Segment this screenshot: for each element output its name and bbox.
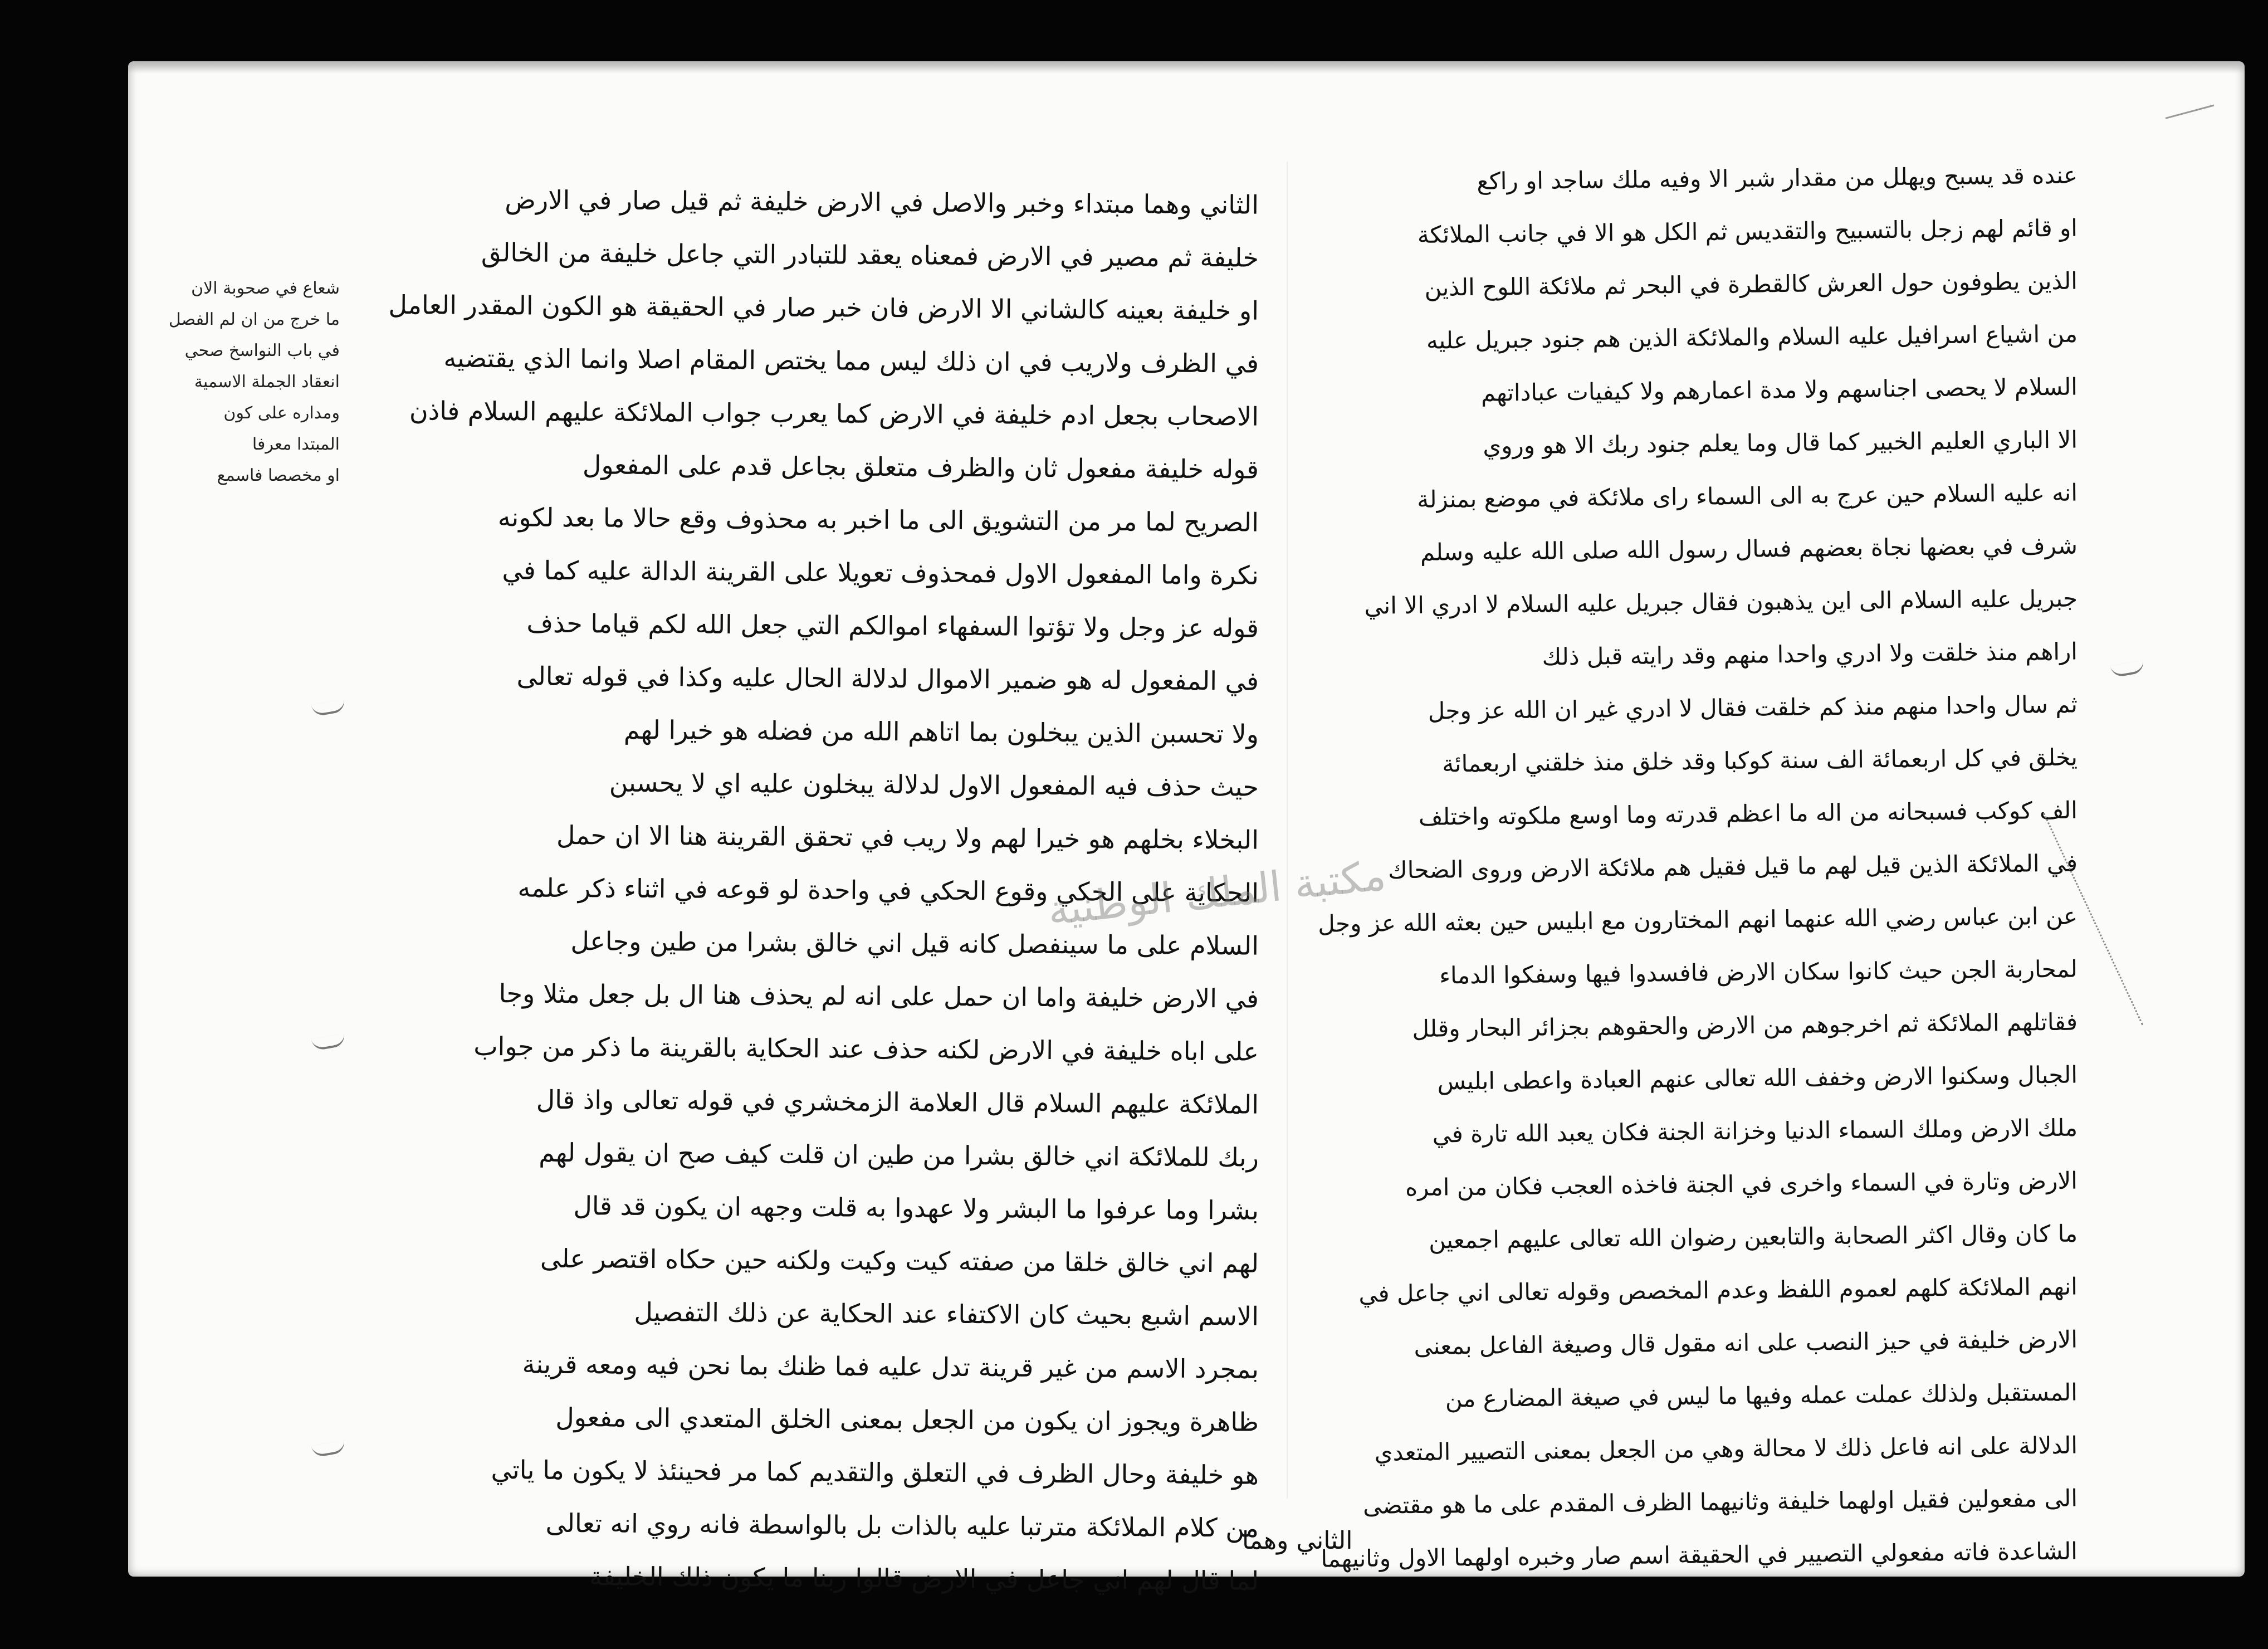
text-line: بمجرد الاسم من غير قرينة تدل عليه فما ظنك بما نحن فيه ومعه قرينة	[522, 1349, 1259, 1384]
text-line: من اشياع اسرافيل عليه السلام والملائكة الذين هم جنود جبريل عليه	[1426, 320, 2078, 354]
text-line: خليفة ثم مصير في الارض فمعناه يعقد للتبادر التي جاعل خليفة من الخالق	[481, 237, 1259, 273]
text-line: ثم سال واحدا منهم منذ كم خلقت فقال لا ادري غير ان الله عز وجل	[1428, 690, 2078, 725]
text-line: الاسم اشبع بحيث كان الاكتفاء عند الحكاية عن ذلك التفصيل	[634, 1296, 1259, 1331]
page-top-edge	[128, 61, 2245, 74]
margin-gloss-line: في باب النواسخ صحي	[184, 341, 340, 360]
margin-tick-mark	[311, 1440, 346, 1458]
text-line: الملائكة عليهم السلام قال العلامة الزمخشري في قوله تعالى واذ قال	[536, 1084, 1259, 1120]
text-line: انهم الملائكة كلهم لعموم اللفظ وعدم المخصص وقوله تعالى اني جاعل في	[1358, 1272, 2078, 1308]
text-line: السلام على ما سينفصل كانه قيل اني خالق بشرا من طين وجاعل	[570, 926, 1259, 961]
text-line: في الظرف ولاريب في ان ذلك ليس مما يختص المقام اصلا وانما الذي يقتضيه	[443, 343, 1259, 379]
library-watermark: مكتبة الملك الوطنية	[1045, 851, 1389, 935]
text-line: الف كوكب فسبحانه من اله ما اعظم قدرته وما اوسع ملكوته واختلف	[1418, 796, 2078, 831]
margin-tick-mark	[311, 1033, 346, 1051]
text-line: شرف في بعضها نجاة بعضهم فسال رسول الله صلى الله عليه وسلم	[1420, 531, 2078, 566]
text-line: اراهم منذ خلقت ولا ادري واحدا منهم وقد رايته قبل ذلك	[1542, 637, 2078, 671]
text-line: الا الباري العليم الخبير كما قال وما يعلم جنود ربك الا هو وروي	[1483, 426, 2078, 460]
text-line: او خليفة بعينه كالشاني الا الارض فان خبر صار في الحقيقة هو الكون المقدر العامل	[388, 289, 1259, 326]
text-line: الصريح لما مر من التشويق الى ما اخبر به محذوف وقع حالا ما بعد لكونه	[497, 502, 1259, 538]
text-line: الارض خليفة في حيز النصب على انه مقول قال وصيغة الفاعل بمعنى	[1414, 1325, 2078, 1360]
text-line: ملك الارض وملك السماء الدنيا وخزانة الجنة فكان يعبد الله تارة في	[1432, 1114, 2078, 1148]
text-line: ظاهرة ويجوز ان يكون من الجعل بمعنى الخلق المتعدي الى مفعول	[555, 1402, 1259, 1437]
text-line: او قائم لهم زجل بالتسبيح والتقديس ثم الكل هو الا في جانب الملائكة	[1417, 214, 2078, 248]
margin-gloss-line: المبتدا معرفا	[252, 435, 340, 454]
text-line: حيث حذف فيه المفعول الاول لدلالة يبخلون عليه اي لا يحسبن	[609, 767, 1259, 802]
text-line: الثاني وهما مبتداء وخبر والاصل في الارض خليفة ثم قيل صار في الارض	[505, 184, 1259, 220]
text-line: انه عليه السلام حين عرج به الى السماء راى ملائكة في موضع بمنزلة	[1416, 479, 2078, 513]
margin-tick-mark	[311, 699, 346, 717]
text-line: الاصحاب بجعل ادم خليفة في الارض كما يعرب جواب الملائكة عليهم السلام فاذن	[409, 396, 1259, 432]
margin-gloss-line: انعقاد الجملة الاسمية	[194, 372, 340, 392]
text-line: الذين يطوفون حول العرش كالقطرة في البحر ثم ملائكة اللوح الذين	[1424, 267, 2078, 301]
text-line: الى مفعولين فقيل اولهما خليفة وثانيهما الظرف المقدم على ما هو مقتضى	[1362, 1484, 2078, 1519]
margin-tick-mark	[2110, 660, 2145, 678]
text-line: قوله عز وجل ولا تؤتوا السفهاء اموالكم التي جعل الله لكم قياما حذف	[526, 608, 1259, 643]
text-line: قوله خليفة مفعول ثان والظرف متعلق بجاعل قدم على المفعول	[582, 450, 1259, 485]
text-line: بشرا وما عرفوا ما البشر ولا عهدوا به قلت وجهه ان يكون قد قال	[573, 1191, 1259, 1226]
text-line: ربك للملائكة اني خالق بشرا من طين ان قلت كيف صح ان يقول لهم	[539, 1137, 1259, 1173]
text-line: من كلام الملائكة مترتبا عليه بالذات بل بالواسطة فانه روي انه تعالى	[545, 1507, 1259, 1543]
text-line: الشاعدة فاته مفعولي التصيير في الحقيقة اسم صار وخبره اولهما الاول وثانيهما	[1321, 1537, 2078, 1573]
margin-gloss-line: او مخصصا فاسمع	[217, 466, 340, 485]
text-line: الجبال وسكنوا الارض وخفف الله تعالى عنهم العبادة واعطى ابليس	[1437, 1061, 2078, 1095]
text-line: في المفعول له هو ضمير الاموال لدلالة الحال عليه وكذا في قوله تعالى	[516, 661, 1259, 696]
text-line: لمحاربة الجن حيث كانوا سكان الارض فافسدوا فيها وسفكوا الدماء	[1439, 955, 2078, 989]
text-line: يخلق في كل اربعمائة الف سنة كوكبا وقد خلق منذ خلقني اربعمائة	[1442, 743, 2078, 778]
text-line: هو خليفة وحال الظرف في التعلق والتقديم كما مر فحينئذ لا يكون ما ياتي	[491, 1455, 1259, 1490]
text-line: نكرة واما المفعول الاول فمحذوف تعويلا على القرينة الدالة عليه كما في	[502, 555, 1259, 591]
margin-gloss-line: ومداره على كون	[223, 403, 340, 423]
text-line: في الملائكة الذين قيل لهم ما قيل فقيل هم ملائكة الارض وروى الضحاك	[1387, 849, 2078, 884]
margin-gloss-line: شعاع في صحوبة الان	[191, 279, 340, 298]
text-line: ولا تحسبن الذين يبخلون بما اتاهم الله من فضله هو خيرا لهم	[623, 714, 1259, 749]
text-line: لما قال لهم اني جاعل في الارض قالوا ربنا ما يكون ذلك الخليفة	[589, 1561, 1259, 1596]
text-line: الارض وتارة في السماء واخرى في الجنة فاخذه العجب فكان من امره	[1405, 1167, 2078, 1202]
text-line: على اباه خليفة في الارض لكنه حذف عند الحكاية بالقرينة ما ذكر من جواب	[473, 1031, 1259, 1067]
manuscript-page	[128, 61, 2245, 1596]
corner-pencil-mark	[2158, 77, 2215, 119]
catchword: الثاني وهما	[1242, 1526, 1353, 1555]
margin-gloss-line: ما خرج من ان لم الفصل	[168, 310, 340, 329]
text-line: في الارض خليفة واما ان حمل على انه لم يحذف هنا ال بل جعل مثلا وجا	[498, 978, 1259, 1014]
text-line: الحكاية على الحكي وقوع الحكي في واحدة لو قوعه في اثناء ذكر علمه	[517, 872, 1259, 908]
text-line: لهم اني خالق خلقا من صفته كيت وكيت ولكنه حين حكاه اقتصر على	[540, 1243, 1259, 1279]
text-line: عن ابن عباس رضي الله عنهما انهم المختارون مع ابليس حين بعثه الله عز وجل	[1318, 902, 2078, 938]
margin-gloss	[162, 273, 340, 491]
text-line: جبريل عليه السلام الى اين يذهبون فقال جبريل عليه السلام لا ادري الا اني	[1364, 584, 2078, 619]
text-line: عنده قد يسبح ويهلل من مقدار شبر الا وفيه ملك ساجد او راكع	[1477, 161, 2078, 195]
text-line: السلام لا يحصى اجناسهم ولا مدة اعمارهم ولا كيفيات عباداتهم	[1480, 373, 2078, 407]
text-line: ما كان وقال اكثر الصحابة والتابعين رضوان الله تعالى عليهم اجمعين	[1428, 1219, 2078, 1254]
text-line: الدلالة على انه فاعل ذلك لا محالة وهي من الجعل بمعنى التصيير المتعدي	[1374, 1431, 2078, 1466]
text-line: المستقبل ولذلك عملت عمله وفيها ما ليس في صيغة المضارع من	[1445, 1378, 2078, 1413]
text-line: فقاتلهم الملائكة ثم اخرجوهم من الارض والحقوهم بجزائر البحار وقلل	[1412, 1008, 2078, 1043]
text-line: البخلاء بخلهم هو خيرا لهم ولا ريب في تحقق القرينة هنا الا ان حمل	[556, 819, 1259, 855]
